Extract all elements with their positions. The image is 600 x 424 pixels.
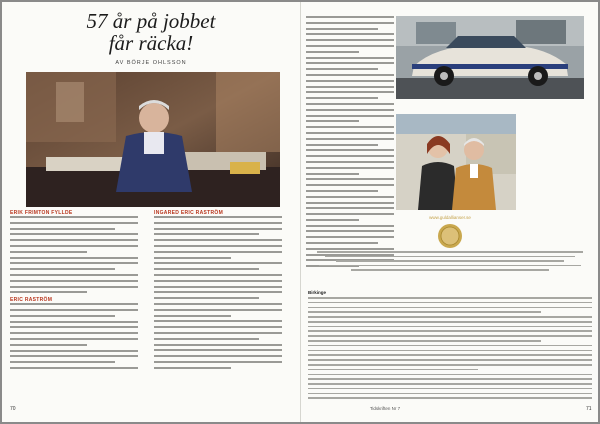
dealer-list-label: Birkinge bbox=[308, 290, 327, 295]
caption-car bbox=[396, 101, 584, 111]
headline bbox=[8, 10, 294, 54]
headline-line-1: 57 år på jobbet bbox=[86, 9, 216, 33]
magazine-spread bbox=[2, 2, 598, 422]
page-number-right: 71 bbox=[586, 406, 592, 412]
lead-in-text-col2: INGARED ERIC RASTRÖM bbox=[154, 210, 224, 216]
dealer-list bbox=[308, 290, 592, 402]
footer-title: Tidskriften Nr 7 bbox=[369, 406, 401, 411]
byline: AV BÖRJE OHLSSON bbox=[115, 60, 187, 66]
body-column-3 bbox=[306, 16, 394, 116]
gold-seal-icon bbox=[437, 223, 463, 249]
headline-line-2: får räcka! bbox=[108, 31, 194, 55]
ad-url: www.guldallianser.se bbox=[429, 215, 471, 220]
main-photo-man-at-desk bbox=[26, 72, 280, 207]
photo-vintage-car bbox=[396, 16, 584, 99]
caption-couple bbox=[520, 120, 592, 160]
body-column-2 bbox=[154, 210, 282, 400]
subhead-text: ERIC RASTRÖM bbox=[10, 297, 53, 304]
body-column-1 bbox=[10, 210, 138, 400]
advertisement-guldallianser bbox=[308, 214, 592, 284]
page-number-left: 70 bbox=[10, 406, 16, 412]
ad-text-placeholder bbox=[308, 251, 592, 281]
photo-couple bbox=[396, 114, 516, 210]
page-spine bbox=[300, 2, 301, 422]
lead-in-text: ERIK FRIMTON FYLLDE bbox=[10, 210, 73, 216]
